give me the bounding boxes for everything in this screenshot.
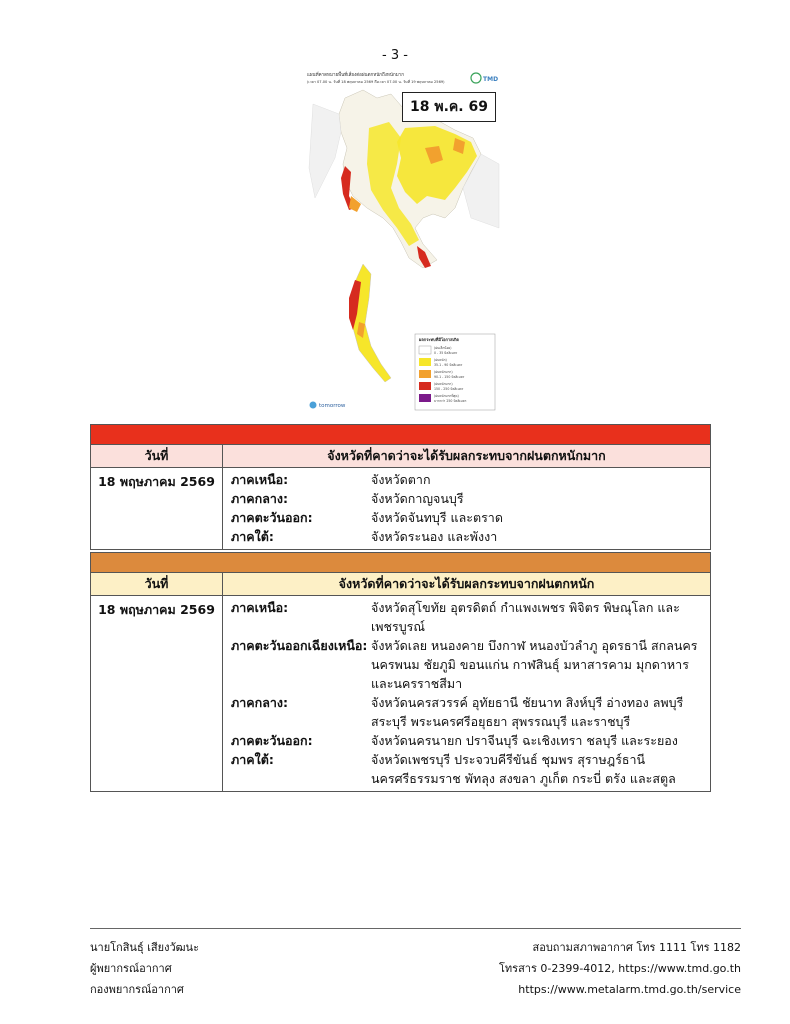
region-label: ภาคกลาง: [231,695,288,710]
forecaster-name: นายโกสินธุ์ เสียงวัฒนะ [90,941,199,954]
footer-contact [499,937,741,1000]
contact-fax-website[interactable]: โทรสาร 0-2399-4012, https://www.tmd.go.th [499,962,741,975]
tmd-logo [471,73,498,83]
date-column-header: วันที่ [91,573,223,596]
region-label: ภาคตะวันออก: [231,510,313,525]
heavy-color-bar [91,553,711,573]
forecaster-title: ผู้พยากรณ์อากาศ [90,962,172,975]
svg-text:(ฝนเล็กน้อย): (ฝนเล็กน้อย) [434,346,452,350]
svg-text:(ฝนหนัก): (ฝนหนัก) [434,358,447,362]
province-list: จังหวัดนครสวรรค์ อุทัยธานี ชัยนาท สิงห์บุรี อ่างทอง ลพบุรี สระบุรี พระนครศรีอยุธยา สุพรรณบุรี และราชบุรี [371,695,684,729]
contact-service-link[interactable]: https://www.metalarm.tmd.go.th/service [518,983,741,996]
svg-text:0 - 35 มิลลิเมตร: 0 - 35 มิลลิเมตร [434,351,458,355]
region-label: ภาคกลาง: [231,491,288,506]
province-list: จังหวัดเพชรบุรี ประจวบคีรีขันธ์ ชุมพร สุราษฎร์ธานี นครศรีธรรมราช พัทลุง สงขลา ภูเก็ต กระบี่ ตรัง และสตูล [371,752,676,786]
map-title: แผนที่คาดหมายพื้นที่เสี่ยงต่อฝนตกหนักถึงหนักมาก [307,73,404,78]
contact-phone: สอบถามสภาพอากาศ โทร 1111 โทร 1182 [532,941,741,954]
region-label: ภาคเหนือ: [231,600,289,615]
province-list: จังหวัดตาก [371,472,431,487]
footer-forecaster [90,937,199,1000]
heavy-rain-table [90,552,711,792]
footer-divider [90,928,741,929]
table-row [91,468,711,550]
region-label: ภาคเหนือ: [231,472,289,487]
date-cell: 18 พฤษภาคม 2569 [91,468,223,550]
region-label: ภาคตะวันออก: [231,733,313,748]
very-heavy-rain-table [90,424,711,550]
svg-text:(ฝนหนักมากที่สุด): (ฝนหนักมากที่สุด) [434,394,459,398]
province-list: จังหวัดนครนายก ปราจีนบุรี ฉะเชิงเทรา ชลบุรี และระยอง [371,733,678,748]
svg-text:150 - 250 มิลลิเมตร: 150 - 250 มิลลิเมตร [434,387,464,391]
region-label: ภาคใต้: [231,529,274,544]
svg-text:มากกว่า 250 มิลลิเมตร: มากกว่า 250 มิลลิเมตร [434,399,467,403]
svg-text:TMD: TMD [483,76,499,83]
province-list: จังหวัดสุโขทัย อุตรดิตถ์ กำแพงเพชร พิจิตร พิษณุโลก และเพชรบูรณ์ [371,600,680,634]
province-list: จังหวัดกาญจนบุรี [371,491,464,506]
date-cell: 18 พฤษภาคม 2569 [91,596,223,792]
region-label: ภาคตะวันออกเฉียงเหนือ: [231,638,368,653]
forecaster-division: กองพยากรณ์อากาศ [90,983,184,996]
legend-title: ผลกระทบที่มีโอกาสเกิด [419,337,460,342]
tomorrow-logo [310,402,346,410]
svg-text:(ฝนหนักมาก): (ฝนหนักมาก) [434,370,453,374]
provinces-column-header: จังหวัดที่คาดว่าจะได้รับผลกระทบจากฝนตกหนัก [223,573,711,596]
svg-text:tomorrow: tomorrow [319,403,346,409]
map-subtitle: (เวลา 07.00 น. วันที่ 18 พฤษภาคม 2569 ถึงเวลา 07.00 น. วันที่ 19 พฤษภาคม 2569) [307,80,445,84]
svg-text:(ฝนหนักมาก): (ฝนหนักมาก) [434,382,453,386]
svg-text:35.1 - 90 มิลลิเมตร: 35.1 - 90 มิลลิเมตร [434,363,463,367]
provinces-column-header: จังหวัดที่คาดว่าจะได้รับผลกระทบจากฝนตกหนักมาก [223,445,711,468]
region-label: ภาคใต้: [231,752,274,767]
map-date-box: 18 พ.ค. 69 [402,92,496,122]
date-column-header: วันที่ [91,445,223,468]
province-list: จังหวัดเลย หนองคาย บึงกาฬ หนองบัวลำภู อุดรธานี สกลนคร นครพนม ชัยภูมิ ขอนแก่น กาฬสินธุ์ มหาสารคาม มุกดาหาร และนครราชสีมา [371,638,698,691]
table-row [91,596,711,792]
province-list: จังหวัดจันทบุรี และตราด [371,510,503,525]
page-number: - 3 - [382,48,408,63]
svg-text:90.1 - 150 มิลลิเมตร: 90.1 - 150 มิลลิเมตร [434,375,465,379]
province-list: จังหวัดระนอง และพังงา [371,529,498,544]
map-legend [415,334,495,410]
very-heavy-color-bar [91,425,711,445]
